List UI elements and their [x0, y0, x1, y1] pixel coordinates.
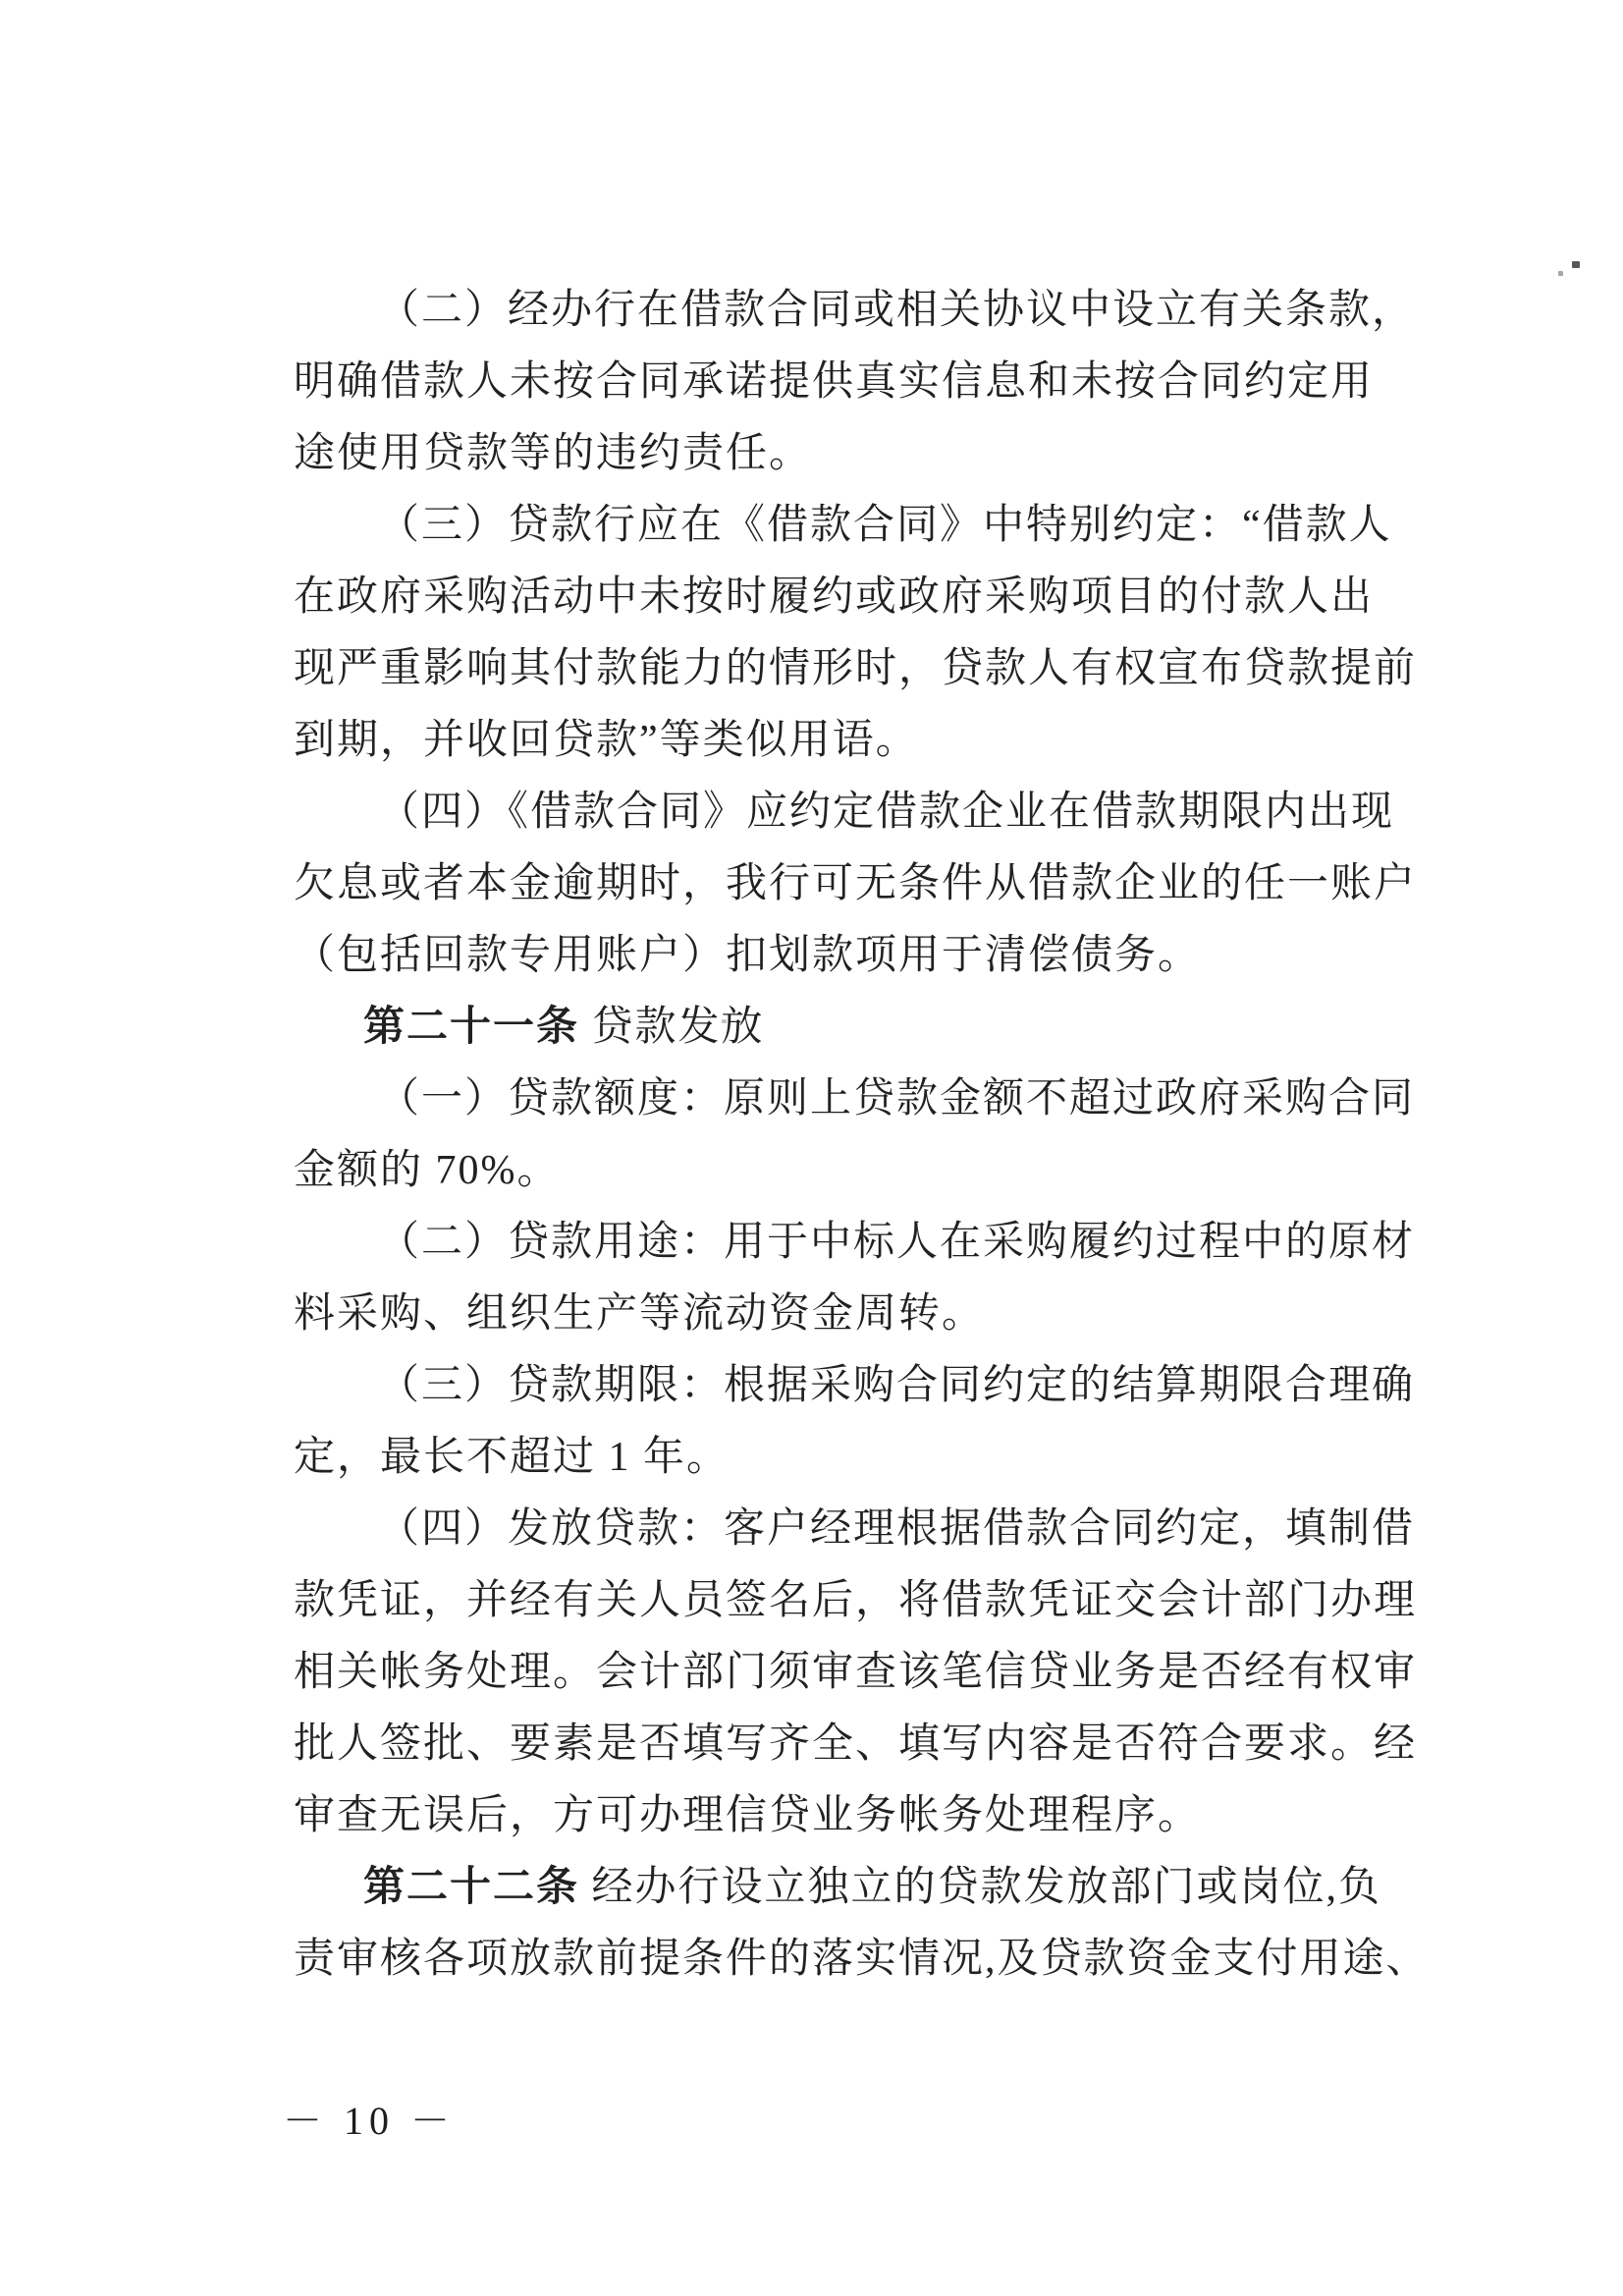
text-line [294, 1279, 1433, 1350]
line-text: 责审核各项放款前提条件的落实情况,及贷款资金支付用途、 [294, 1937, 1430, 1982]
page-number: － 10 － [283, 2099, 456, 2143]
article-number: 第二十二条 [363, 1865, 580, 1910]
line-text: （四）《借款合同》应约定借款企业在借款期限内出现 [378, 790, 1395, 835]
text-line [294, 490, 1433, 562]
line-text: 经办行设立独立的贷款发放部门或岗位,负 [579, 1865, 1382, 1910]
text-line [294, 705, 1433, 777]
scan-speck [1572, 261, 1580, 268]
text-line [294, 1064, 1433, 1135]
line-text: 金额的 70%。 [294, 1148, 561, 1193]
line-text: （包括回款专用账户）扣划款项用于清偿债务。 [294, 933, 1202, 978]
text-line [294, 1565, 1433, 1637]
line-text: （三）贷款行应在《借款合同》中特别约定：“借款人 [378, 503, 1392, 548]
text-line [294, 347, 1433, 418]
scan-speck [722, 1019, 727, 1023]
text-line [294, 1422, 1433, 1494]
text-line [294, 1852, 1433, 1924]
line-text: 定，最长不超过 1 年。 [294, 1435, 730, 1480]
text-line [294, 1924, 1433, 1995]
scan-speck [1558, 271, 1563, 276]
line-text: 途使用贷款等的违约责任。 [294, 431, 813, 476]
text-line [294, 1350, 1433, 1422]
text-line [294, 275, 1433, 347]
line-text: （四）发放贷款：客户经理根据借款合同约定，填制借 [378, 1506, 1416, 1552]
line-text: 批人签批、要素是否填写齐全、填写内容是否符合要求。经 [294, 1722, 1418, 1767]
text-line [294, 1135, 1433, 1207]
line-text: 明确借款人未按合同承诺提供真实信息和未按合同约定用 [294, 359, 1375, 405]
text-line [294, 1780, 1433, 1852]
line-text: （一）贷款额度：原则上贷款金额不超过政府采购合同 [378, 1076, 1416, 1121]
line-text: （三）贷款期限：根据采购合同约定的结算期限合理确 [378, 1363, 1416, 1408]
text-line [294, 1207, 1433, 1279]
line-text: 欠息或者本金逾期时，我行可无条件从借款企业的任一账户 [294, 861, 1418, 906]
text-line [294, 1494, 1433, 1565]
text-line [294, 848, 1433, 920]
text-line [294, 1637, 1433, 1709]
document-body [294, 275, 1433, 1995]
line-text: 款凭证，并经有关人员签名后，将借款凭证交会计部门办理 [294, 1578, 1418, 1623]
line-text: （二）贷款用途：用于中标人在采购履约过程中的原材 [378, 1220, 1416, 1265]
line-text: 到期，并收回贷款”等类似用语。 [294, 718, 919, 763]
line-text: 相关帐务处理。会计部门须审查该笔信贷业务是否经有权审 [294, 1650, 1418, 1695]
line-text: 在政府采购活动中未按时履约或政府采购项目的付款人出 [294, 574, 1375, 620]
line-text: （二）经办行在借款合同或相关协议中设立有关条款， [378, 288, 1416, 333]
article-number: 第二十一条 [363, 1005, 580, 1050]
line-text: 贷款发放 [579, 1005, 765, 1050]
line-text: 料采购、组织生产等流动资金周转。 [294, 1291, 986, 1337]
text-line [294, 1709, 1433, 1780]
text-line [294, 992, 1433, 1064]
text-line [294, 418, 1433, 490]
line-text: 现严重影响其付款能力的情形时，贷款人有权宣布贷款提前 [294, 646, 1418, 691]
text-line [294, 562, 1433, 633]
text-line [294, 920, 1433, 992]
text-line [294, 633, 1433, 705]
line-text: 审查无误后，方可办理信贷业务帐务处理程序。 [294, 1793, 1202, 1838]
text-line [294, 777, 1433, 848]
